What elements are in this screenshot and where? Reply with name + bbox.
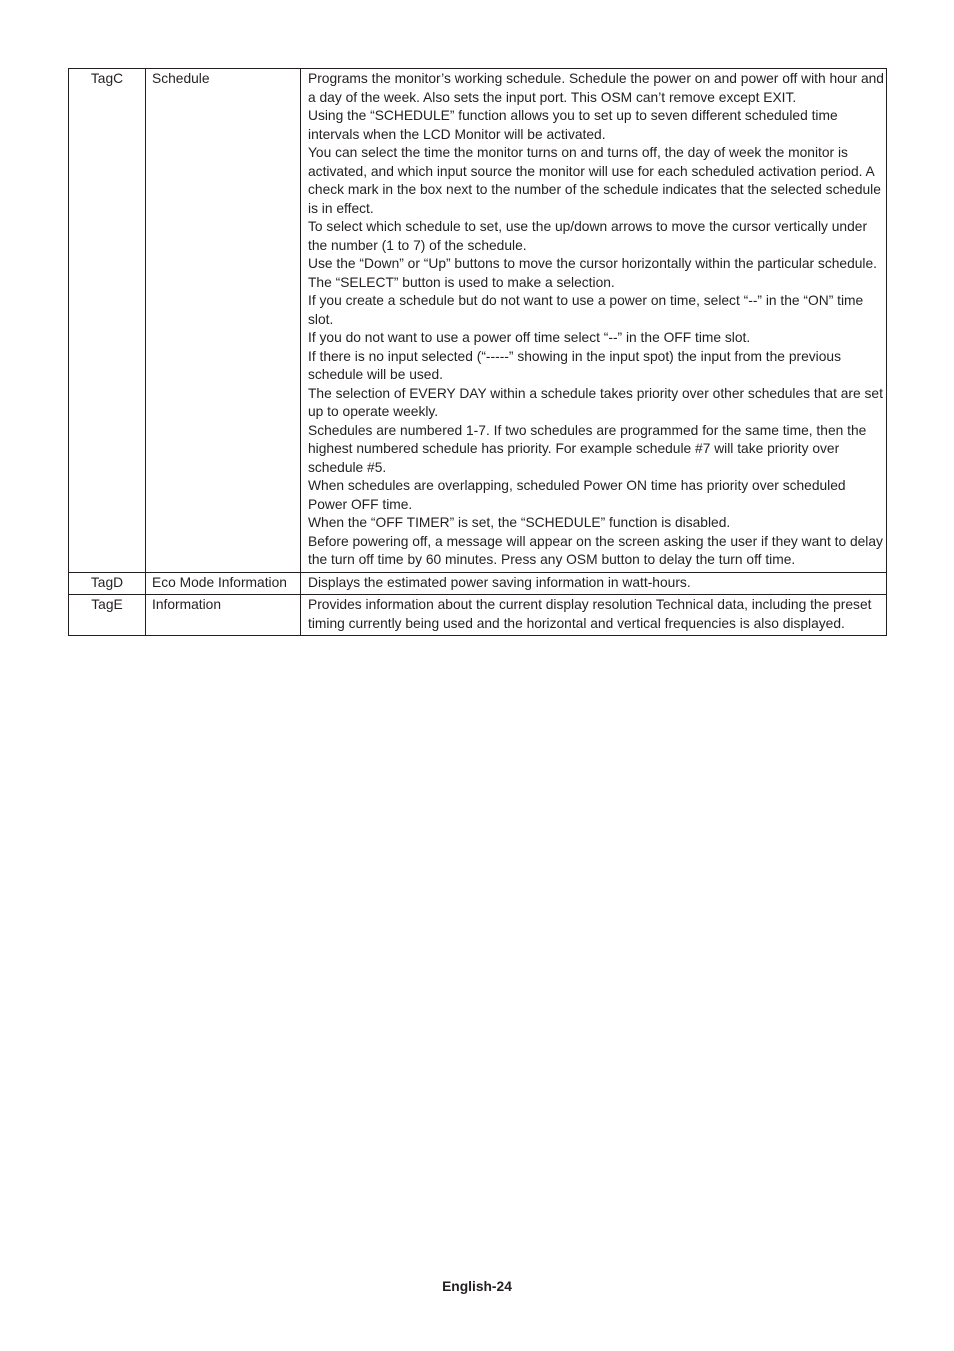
function-name-cell: Information [146, 595, 301, 636]
description-paragraph: Use the “Down” or “Up” buttons to move the cursor horizontally within the particular schedule. The “SELECT” button is used to make a selection. [308, 256, 877, 290]
description-paragraph: Before powering off, a message will appear on the screen asking the user if they want to delay the turn off time by 60 minutes. Press any OSM button to delay the turn off time. [308, 533, 883, 567]
description-paragraph: When the “OFF TIMER” is set, the “SCHEDULE” function is disabled. [308, 515, 731, 530]
osm-function-table [68, 68, 887, 636]
function-name-cell: Schedule [146, 69, 301, 573]
description-paragraph: Programs the monitor’s working schedule. Schedule the power on and power off with hour and a day of the week. Also sets the input port. This OSM can’t remove except EXIT. [308, 71, 884, 105]
description-paragraph: Provides information about the current display resolution Technical data, including the preset timing currently being used and the horizontal and vertical frequencies is also displayed. [308, 597, 872, 631]
description-paragraph: If you do not want to use a power off time select “--” in the OFF time slot. [308, 330, 751, 345]
function-name-cell: Eco Mode Information [146, 572, 301, 595]
table-row-tagd [69, 572, 887, 595]
description-cell [301, 69, 887, 573]
table-row-tagc [69, 69, 887, 573]
description-paragraph: If there is no input selected (“-----” showing in the input spot) the input from the previous schedule will be used. [308, 348, 841, 382]
page-number-footer: English-24 [442, 1279, 512, 1294]
tag-cell: TagE [69, 595, 146, 636]
description-paragraph: Using the “SCHEDULE” function allows you to set up to seven different scheduled time intervals when the LCD Monitor will be activated. [308, 108, 838, 142]
description-paragraph: When schedules are overlapping, scheduled Power ON time has priority over scheduled Power OFF time. [308, 478, 846, 512]
description-cell [301, 595, 887, 636]
description-cell [301, 572, 887, 595]
tag-cell: TagD [69, 572, 146, 595]
description-paragraph: To select which schedule to set, use the up/down arrows to move the cursor vertically under the number (1 to 7) of the schedule. [308, 219, 868, 253]
description-paragraph: If you create a schedule but do not want to use a power on time, select “--” in the “ON” time slot. [308, 293, 864, 327]
table-row-tage [69, 595, 887, 636]
tag-cell: TagC [69, 69, 146, 573]
description-paragraph: Displays the estimated power saving information in watt-hours. [308, 574, 691, 590]
description-paragraph: Schedules are numbered 1-7. If two schedules are programmed for the same time, then the highest numbered schedule has priority. For example schedule #7 will take priority over schedule #5. [308, 422, 867, 475]
description-paragraph: The selection of EVERY DAY within a schedule takes priority over other schedules that are set up to operate weekly. [308, 385, 883, 419]
description-paragraph: You can select the time the monitor turns on and turns off, the day of week the monitor is activated, and which input source the monitor will use for each scheduled activation period. A check mark in the box next to the number of the schedule indicates that the selected schedule is in effect. [308, 145, 881, 216]
